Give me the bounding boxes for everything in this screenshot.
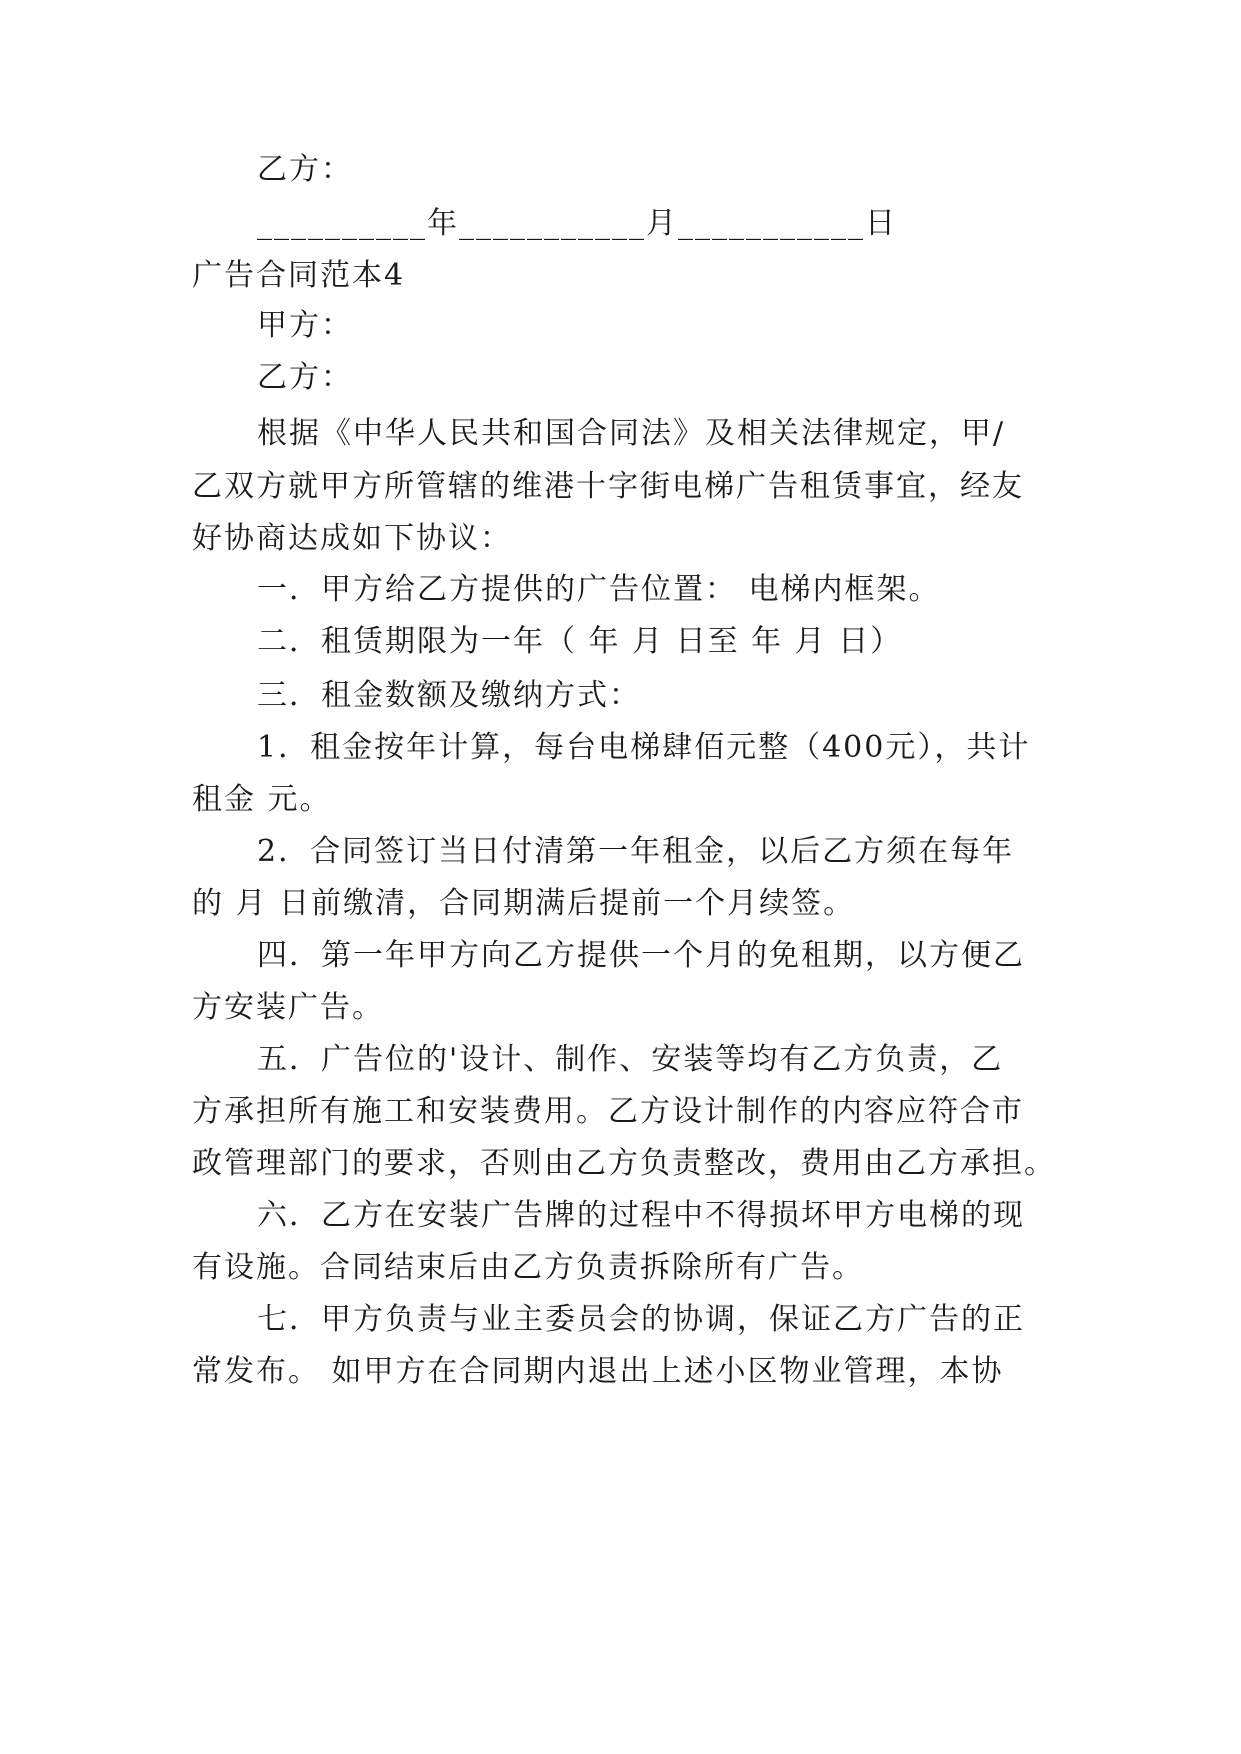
clause-3-line: 三．租金数额及缴纳方式：	[257, 678, 641, 713]
party-a-label: 甲方：	[257, 308, 353, 343]
signature-date-line: __________年___________月___________日	[257, 206, 897, 241]
clause-4-line: 方安装广告。	[192, 990, 384, 1025]
intro-paragraph-line: 乙双方就甲方所管辖的维港十字街电梯广告租赁事宜，经友	[192, 469, 1024, 504]
clause-2-line: 二．租赁期限为一年（ 年 月 日至 年 月 日）	[257, 624, 903, 659]
clause-7-line: 常发布。 如甲方在合同期内退出上述小区物业管理，本协	[192, 1354, 1004, 1389]
party-b-label: 乙方：	[257, 360, 353, 395]
clause-6-line: 有设施。合同结束后由乙方负责拆除所有广告。	[192, 1250, 864, 1285]
clause-3-item-2-line: 的 月 日前缴清，合同期满后提前一个月续签。	[192, 886, 856, 921]
clause-7-line: 七．甲方负责与业主委员会的协调，保证乙方广告的正	[257, 1302, 1025, 1337]
clause-6-line: 六．乙方在安装广告牌的过程中不得损坏甲方电梯的现	[257, 1198, 1025, 1233]
clause-3-item-1-line: 1．租金按年计算，每台电梯肆佰元整（400元），共计	[257, 730, 1031, 765]
clause-3-item-1-line: 租金 元。	[192, 782, 332, 817]
section-title: 广告合同范本4	[192, 258, 406, 293]
prev-party-b-label: 乙方：	[257, 152, 353, 187]
intro-paragraph-line: 根据《中华人民共和国合同法》及相关法律规定，甲/	[257, 416, 1006, 451]
clause-5-line: 方承担所有施工和安装费用。乙方设计制作的内容应符合市	[192, 1094, 1024, 1129]
clause-5-line: 五．广告位的'设计、制作、安装等均有乙方负责，乙	[257, 1042, 1004, 1077]
clause-5-line: 政管理部门的要求，否则由乙方负责整改，费用由乙方承担。	[192, 1146, 1056, 1181]
clause-4-line: 四．第一年甲方向乙方提供一个月的免租期，以方便乙	[257, 938, 1025, 973]
intro-paragraph-line: 好协商达成如下协议：	[192, 521, 512, 556]
clause-3-item-2-line: 2．合同签订当日付清第一年租金，以后乙方须在每年	[257, 834, 1015, 869]
clause-1-line: 一．甲方给乙方提供的广告位置： 电梯内框架。	[257, 572, 941, 607]
